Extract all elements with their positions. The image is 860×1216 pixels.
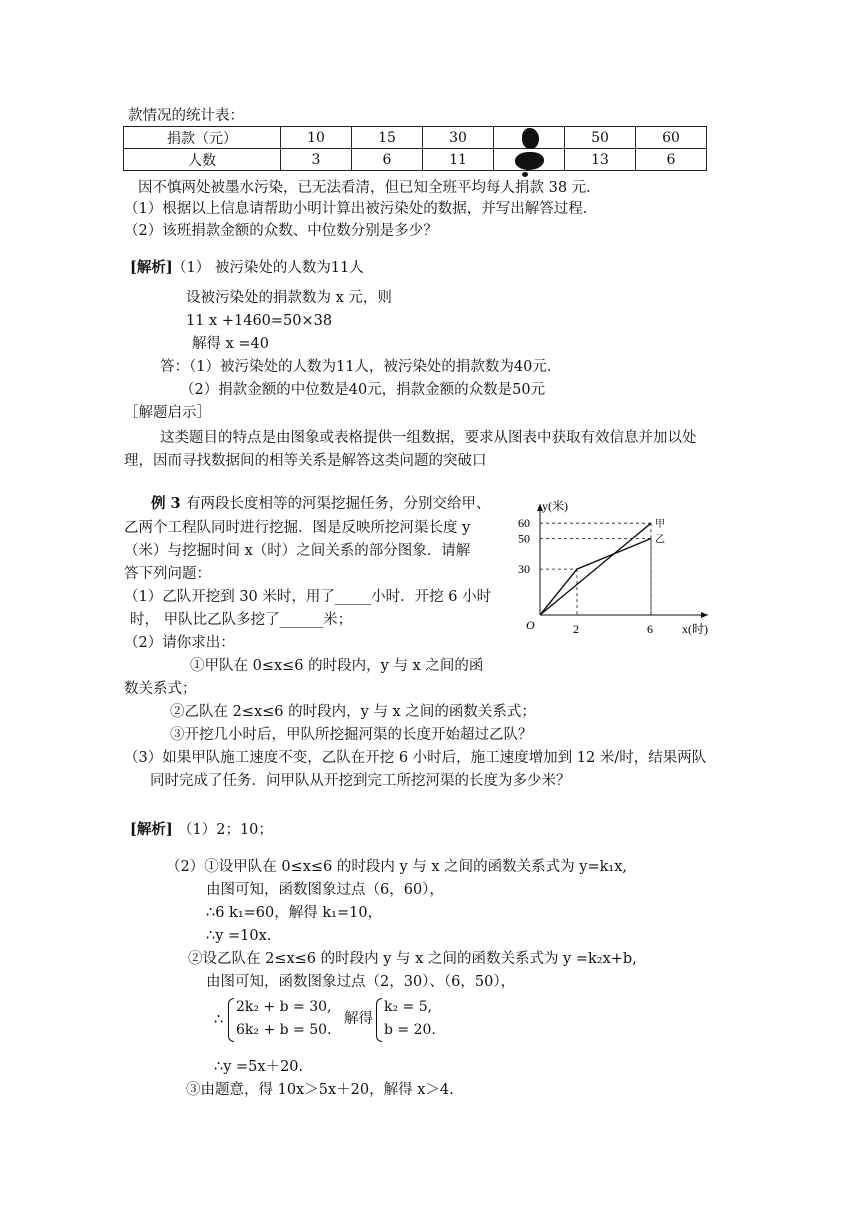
solution-line: 答：（1）被污染处的人数为11人，被污染处的捐款数为40元． (160, 359, 562, 375)
series-line (540, 539, 651, 616)
example-line: （米）与挖掘时间 x（时）之间关系的部分图象．请解 (124, 543, 471, 559)
system-equation: 6k₂ + b = 50. (236, 1022, 332, 1038)
problem-line: （2）该班捐款金额的众数、中位数分别是多少？ (124, 223, 438, 239)
tips-line: 理，因而寻找数据间的相等关系是解答这类问题的突破口 (124, 453, 487, 469)
table-cell: 捐款（元） (124, 127, 281, 149)
table-cell: 60 (636, 127, 707, 149)
example-label: 例 3 (151, 495, 181, 512)
analysis-tag: [解析] (130, 259, 173, 276)
example-line: ②乙队在 2≤x≤6 的时段内，y 与 x 之间的函数关系式； (170, 704, 536, 720)
ink-blot (522, 172, 528, 177)
origin-label: O (526, 618, 535, 632)
series-label: 甲 (655, 519, 665, 531)
chart-svg (510, 498, 710, 638)
solution-line: ∴6 k₁=60，解得 k₁=10， (206, 905, 383, 921)
solution-line: 11 x +1460=50×38 (186, 313, 333, 329)
example-line: （2）请你求出： (124, 635, 235, 651)
series-label: 乙 (655, 534, 665, 546)
table-cell: 13 (565, 149, 636, 171)
solution-line: ②设乙队在 2≤x≤6 的时段内 y 与 x 之间的函数关系式为 y =k₂x+b, (188, 951, 637, 967)
table-cell: 6 (352, 149, 423, 171)
table-cell: 50 (565, 127, 636, 149)
solution-line: 由图可知，函数图象过点（6，60）， (206, 882, 444, 898)
analysis-tag: [解析] (130, 821, 173, 838)
solution-line: 解得 x =40 (192, 336, 269, 352)
solution-line: 设被污染处的捐款数为 x 元，则 (186, 290, 392, 306)
tips-line: 这类题目的特点是由图象或表格提供一组数据，要求从图表中获取有效信息并加以处 (160, 430, 697, 446)
example-line: 同时完成了任务．问甲队从开挖到完工所挖河渠的长度为多少米？ (150, 773, 571, 789)
table-row (124, 127, 707, 149)
solution-line: （2）捐款金额的中位数是40元，捐款金额的众数是50元 (180, 382, 546, 398)
solution-line: ③由题意，得 10x＞5x＋20，解得 x＞4. (186, 1082, 454, 1098)
table-cell: 11 (423, 149, 494, 171)
table-cell: 30 (423, 127, 494, 149)
solution-equation: k₂ = 5, (384, 999, 433, 1015)
example-line: ③开挖几小时后，甲队所挖掘河渠的长度开始超过乙队？ (170, 727, 533, 743)
example-line: ①甲队在 0≤x≤6 的时段内，y 与 x 之间的函 (190, 658, 484, 674)
example-line: （1）乙队开挖到 30 米时，用了_____小时．开挖 6 小时 (124, 589, 492, 605)
intro-line: 款情况的统计表： (128, 108, 244, 124)
series-line (540, 523, 651, 615)
y-tick-label: 50 (518, 531, 530, 546)
example-line: 乙两个工程队同时进行挖掘．图是反映所挖河渠长度 y (124, 520, 471, 536)
ink-blot (522, 128, 539, 149)
system-equation: 2k₂ + b = 30, (236, 999, 332, 1015)
table-cell: 10 (281, 127, 352, 149)
x-axis-label: x(时) (682, 622, 708, 636)
donation-table (123, 126, 707, 171)
example-line: 答下列问题： (124, 566, 211, 582)
table-cell: 6 (636, 149, 707, 171)
table-cell: 15 (352, 127, 423, 149)
solution-line: （2）①设甲队在 0≤x≤6 的时段内 y 与 x 之间的函数关系式为 y=k₁x, (166, 859, 628, 875)
example-line: 有两段长度相等的河渠挖掘任务，分别交给甲、 (186, 496, 491, 512)
solution-equation: b = 20. (384, 1022, 436, 1038)
y-tick-label: 30 (518, 562, 530, 577)
y-axis-label: y(米) (542, 498, 568, 513)
tips-heading: ［解题启示］ (124, 405, 211, 421)
example-line: （3）如果甲队施工速度不变，乙队在开挖 6 小时后，施工速度增加到 12 米/时，结果两队 (124, 750, 707, 766)
left-brace (376, 998, 382, 1042)
analysis-head: （1）2；10； (178, 822, 273, 838)
example-line: 数关系式； (124, 681, 197, 697)
solve-label: 解得 (344, 1011, 373, 1027)
x-axis-arrow (701, 612, 708, 618)
table-row (124, 149, 707, 171)
left-brace (228, 998, 234, 1042)
solution-line: ∴y =10x. (206, 928, 272, 944)
x-tick-label: 6 (647, 622, 653, 636)
solution-line: 由图可知，函数图象过点（2，30）、（6，50）， (206, 974, 516, 990)
analysis-head: （1） 被污染处的人数为11人 (172, 260, 364, 276)
therefore-symbol: ∴ (214, 1012, 224, 1028)
problem-line: 因不慎两处被墨水污染，已无法看清，但已知全班平均每人捐款 38 元． (138, 180, 601, 196)
table-cell: 人数 (124, 149, 281, 171)
x-tick-label: 2 (573, 622, 579, 636)
example-line: 时， 甲队比乙队多挖了______米； (130, 612, 353, 628)
y-tick-label: 60 (518, 516, 530, 531)
solution-line: ∴y =5x＋20. (214, 1059, 304, 1075)
table-cell: 3 (281, 149, 352, 171)
problem-line: （1）根据以上信息请帮助小明计算出被污染处的数据，并写出解答过程． (124, 201, 598, 217)
